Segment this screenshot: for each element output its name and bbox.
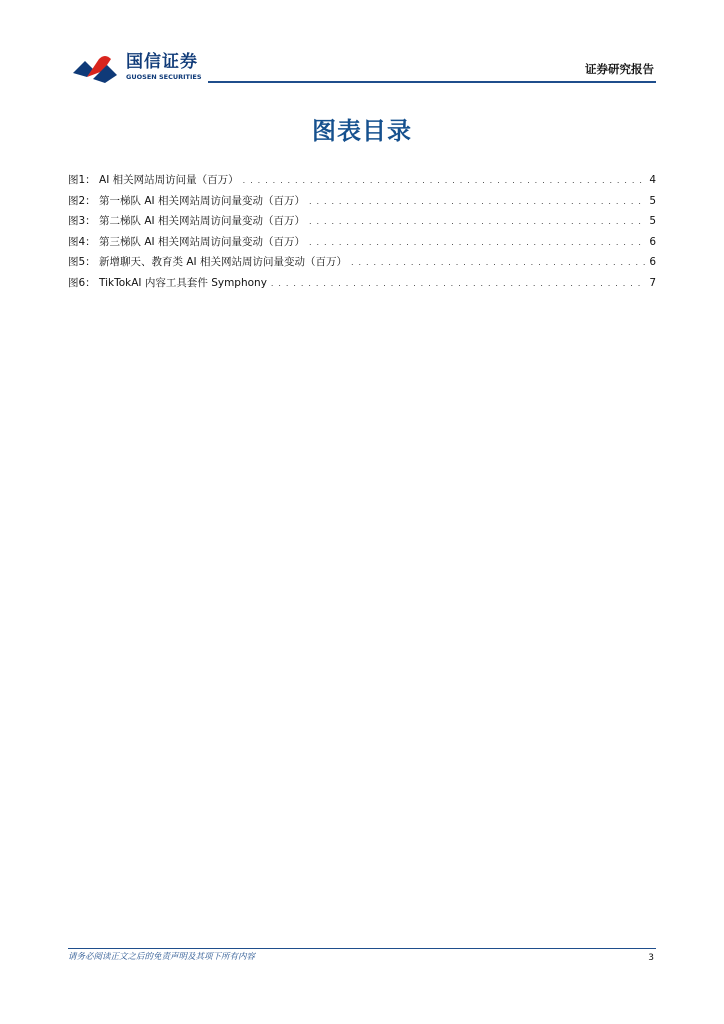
footer-divider [68, 948, 656, 949]
figure-table-of-contents [68, 170, 656, 294]
page-title: 图表目录 [312, 117, 412, 145]
toc-entry-label: 图6： TikTokAI 内容工具套件 Symphony [68, 276, 267, 289]
toc-entry-page: 6 [649, 256, 656, 269]
toc-entry[interactable] [68, 211, 656, 232]
toc-entry[interactable] [68, 170, 656, 191]
toc-entry[interactable] [68, 273, 656, 294]
toc-leader-dots [243, 171, 647, 192]
toc-entry-page: 6 [649, 235, 656, 248]
toc-entry-page: 5 [649, 215, 656, 228]
toc-entry-label: 图5： 新增聊天、教育类 AI 相关网站周访问量变动（百万） [68, 256, 347, 269]
header-divider [208, 81, 656, 83]
toc-entry[interactable] [68, 252, 656, 273]
disclaimer-text: 请务必阅读正文之后的免责声明及其项下所有内容 [68, 952, 256, 962]
report-type-label: 证券研究报告 [585, 62, 654, 76]
toc-entry-label: 图1： AI 相关网站周访问量（百万） [68, 174, 239, 186]
toc-leader-dots [309, 212, 646, 233]
toc-entry-page: 7 [649, 276, 656, 289]
page-number: 3 [648, 953, 654, 963]
logo-english-name: GUOSEN SECURITIES [126, 73, 202, 81]
toc-entry[interactable] [68, 191, 656, 212]
company-logo [68, 50, 202, 86]
toc-entry-label: 图4： 第三梯队 AI 相关网站周访问量变动（百万） [68, 235, 305, 248]
toc-entry-label: 图2： 第一梯队 AI 相关网站周访问量变动（百万） [68, 194, 305, 207]
toc-entry-page: 4 [649, 174, 656, 186]
toc-entry-page: 5 [649, 194, 656, 207]
toc-entry[interactable] [68, 232, 656, 253]
toc-leader-dots [309, 192, 646, 213]
toc-leader-dots [309, 233, 646, 254]
page-header [68, 50, 656, 86]
toc-leader-dots [351, 253, 646, 274]
toc-leader-dots [271, 274, 646, 295]
logo-chinese-name: 国信证券 [126, 52, 198, 72]
guosen-logo-icon [71, 53, 121, 83]
toc-entry-label: 图3： 第二梯队 AI 相关网站周访问量变动（百万） [68, 215, 305, 228]
